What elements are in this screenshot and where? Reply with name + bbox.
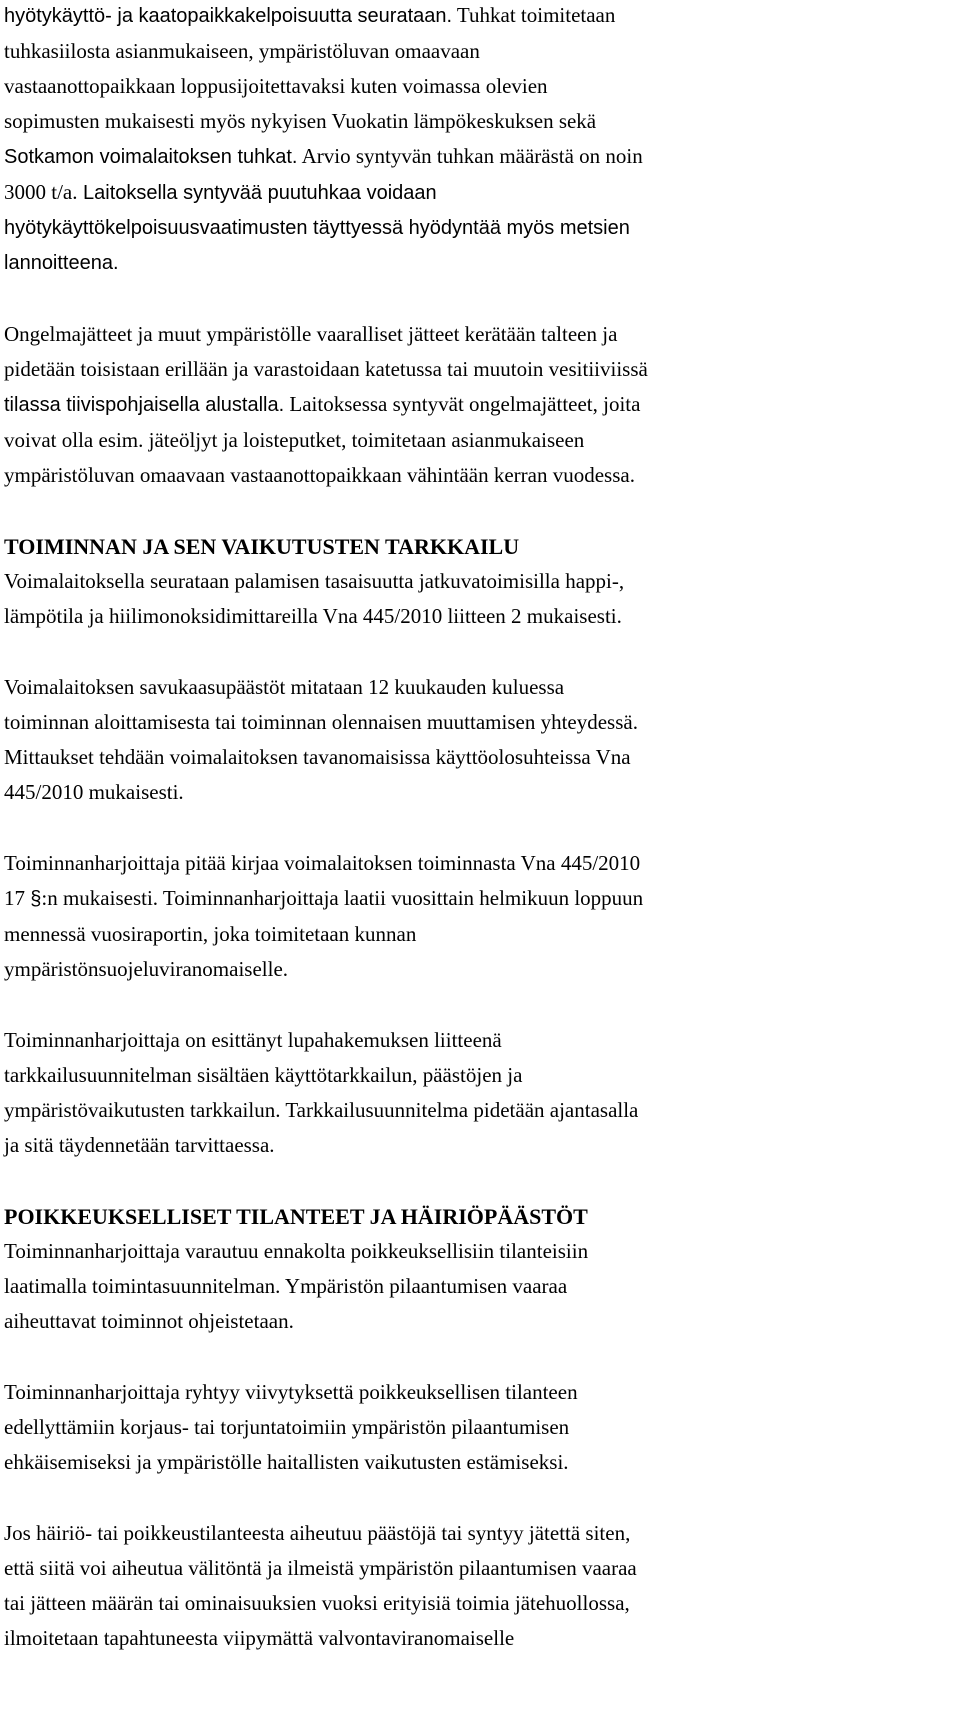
text-line [4,387,956,423]
text-line: Ongelmajätteet ja muut ympäristölle vaaralliset jätteet kerätään talteen ja [4,322,618,346]
paragraph-gap [4,281,956,317]
text-span: Sotkamon voimalaitoksen tuhkat. [4,146,298,168]
exceptional-situations-section [4,1199,956,1656]
text-span: Laitoksessa syntyvät ongelmajätteet, joita [284,392,641,416]
text-line: voivat olla esim. jäteöljyt ja loisteputket, toimitetaan asianmukaiseen [4,428,585,452]
paragraph-gap [4,1163,956,1199]
text-span: Arvio syntyvän tuhkan määrästä on noin [297,144,643,168]
paragraph-gap [4,987,956,1023]
text-span: § [30,888,42,910]
text-line: sopimusten mukaisesti myös nykyisen Vuokatin lämpökeskuksen sekä [4,109,597,133]
text-span: tilassa tiivispohjaisella alustalla. [4,394,285,416]
text-line: ilmoitetaan tapahtuneesta viipymättä valvontaviranomaiselle [4,1626,515,1650]
text-line: Mittaukset tehdään voimalaitoksen tavanomaisissa käyttöolosuhteissa Vna [4,745,631,769]
record-keeping-paragraph [4,846,956,987]
section-heading: TOIMINNAN JA SEN VAIKUTUSTEN TARKKAILU [4,534,520,559]
notification-paragraph [4,1516,956,1656]
text-line [4,881,956,917]
text-line: edellyttämiin korjaus- tai torjuntatoimiin ympäristön pilaantumisen [4,1415,570,1439]
text-line: Voimalaitoksen savukaasupäästöt mitataan 12 kuukauden kuluessa [4,675,565,699]
text-line: hyötykäyttökelpoisuusvaatimusten täyttyessä hyödyntää myös metsien [4,217,630,239]
paragraph-gap [4,1480,956,1516]
text-line: että siitä voi aiheutua välitöntä ja ilmeistä ympäristön pilaantumisen vaaraa [4,1556,637,1580]
text-line: Jos häiriö- tai poikkeustilanteesta aiheutuu päästöjä tai syntyy jätettä siten, [4,1521,631,1545]
text-span: 17 [4,886,31,910]
text-line [4,175,956,211]
text-line: ja sitä täydennetään tarvittaessa. [4,1133,275,1157]
text-line: 445/2010 mukaisesti. [4,780,184,804]
text-line: vastaanottopaikkaan loppusijoitettavaksi kuten voimassa olevien [4,74,548,98]
text-span: Laitoksella syntyvää puutuhkaa voidaan [77,182,437,204]
text-span: Tuhkat toimitetaan [452,3,616,27]
paragraph-gap [4,634,956,670]
text-line: ympäristönsuojeluviranomaiselle. [4,957,289,981]
text-line: Voimalaitoksella seurataan palamisen tasaisuutta jatkuvatoimisilla happi-, [4,569,625,593]
text-line [4,139,956,175]
text-line: ympäristöluvan omaavaan vastaanottopaikkaan vähintään kerran vuodessa. [4,463,635,487]
text-line: lannoitteena. [4,252,119,274]
text-line: tarkkailusuunnitelman sisältäen käyttötarkkailun, päästöjen ja [4,1063,523,1087]
ash-handling-paragraph [4,0,956,281]
emissions-measurement-paragraph [4,670,956,810]
monitoring-plan-paragraph [4,1023,956,1163]
text-line: Toiminnanharjoittaja varautuu ennakolta poikkeuksellisiin tilanteisiin [4,1239,589,1263]
text-line: tuhkasiilosta asianmukaiseen, ympäristöluvan omaavaan [4,39,480,63]
text-line: tai jätteen määrän tai ominaisuuksien vuoksi erityisiä toimia jätehuollossa, [4,1591,630,1615]
text-line: laatimalla toimintasuunnitelman. Ympäristön pilaantumisen vaaraa [4,1274,568,1298]
text-line: Toiminnanharjoittaja on esittänyt lupahakemuksen liitteenä [4,1028,502,1052]
corrective-action-paragraph [4,1375,956,1480]
text-line: lämpötila ja hiilimonoksidimittareilla Vna 445/2010 liitteen 2 mukaisesti. [4,604,622,628]
paragraph-gap [4,810,956,846]
text-span: 3000 t/a. [4,180,78,204]
text-line: toiminnan aloittamisesta tai toiminnan olennaisen muuttamisen yhteydessä. [4,710,638,734]
text-line: Toiminnanharjoittaja pitää kirjaa voimalaitoksen toiminnasta Vna 445/2010 [4,851,641,875]
text-span: hyötykäyttö- ja kaatopaikkakelpoisuutta seurataan. [4,5,453,27]
text-line: pidetään toisistaan erillään ja varastoidaan katetussa tai muutoin vesitiiviissä [4,357,648,381]
text-line [4,0,956,34]
paragraph-gap [4,1339,956,1375]
monitoring-section [4,529,956,1163]
text-line: ehkäisemiseksi ja ympäristölle haitallisten vaikutusten estämiseksi. [4,1450,569,1474]
text-line: Toiminnanharjoittaja ryhtyy viivytyksettä poikkeuksellisen tilanteen [4,1380,578,1404]
text-span: :n mukaisesti. Toiminnanharjoittaja laatii vuosittain helmikuun loppuun [41,886,644,910]
hazardous-waste-paragraph [4,317,956,493]
text-line: ympäristövaikutusten tarkkailun. Tarkkailusuunnitelma pidetään ajantasalla [4,1098,639,1122]
text-line: mennessä vuosiraportin, joka toimitetaan kunnan [4,922,417,946]
section-heading: POIKKEUKSELLISET TILANTEET JA HÄIRIÖPÄÄSTÖT [4,1204,588,1229]
paragraph-gap [4,493,956,529]
text-line: aiheuttavat toiminnot ohjeistetaan. [4,1309,294,1333]
